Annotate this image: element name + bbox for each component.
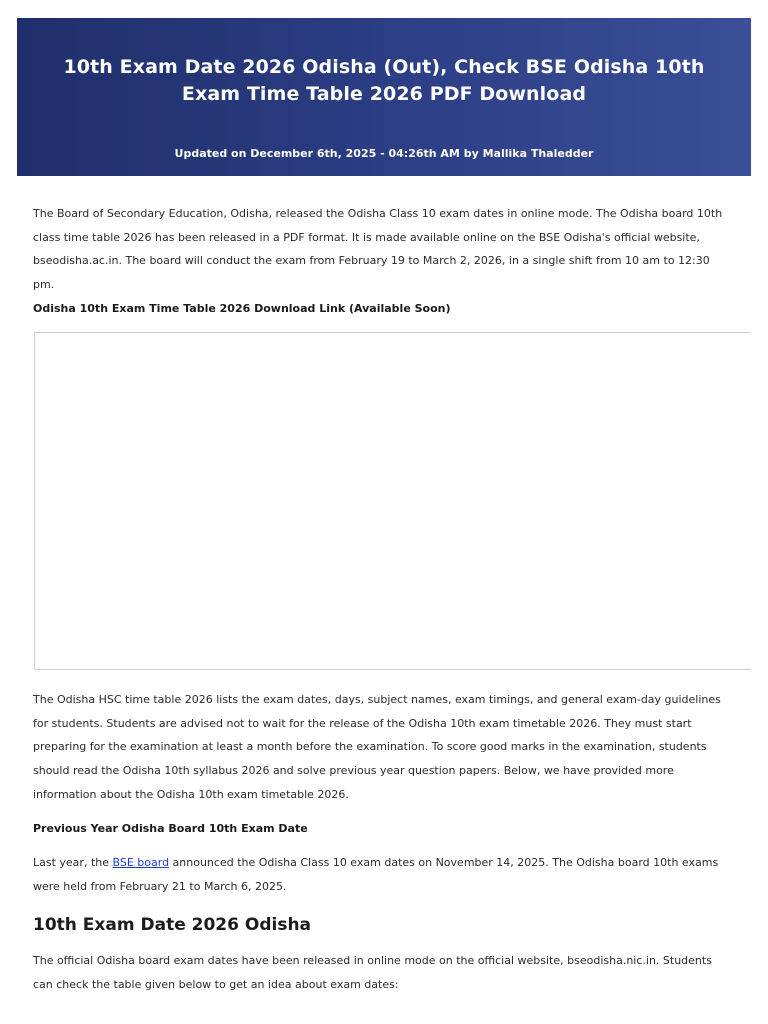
intro-paragraph: The Board of Secondary Education, Odisha, released the Odisha Class 10 exam dates in online mode. The Odisha board 10th class time table 2026 has been released in a PDF format. It is made available online on the BSE Odisha's official website, bseodisha.ac.in. The board will conduct the exam from February 19 to March 2, 2026, in a single shift from 10 am to 12:30 pm. (33, 207, 723, 292)
exam-date-body (33, 949, 733, 996)
download-section (33, 301, 733, 317)
embedded-pdf-frame[interactable] (34, 332, 751, 670)
bse-board-link[interactable]: BSE board (112, 856, 170, 869)
section-heading: 10th Exam Date 2026 Odisha (33, 915, 312, 935)
article-header (17, 18, 751, 176)
exam-date-section (33, 914, 733, 936)
hsc-paragraph: The Odisha HSC time table 2026 lists the exam dates, days, subject names, exam timings, and general exam-day guidelines for students. Students are advised not to wait for the release of the Odisha 10th exam timetable 2026. They must start preparing for the examination at least a month before the examination. To score good marks in the examination, students should read the Odisha 10th syllabus 2026 and solve previous year question papers. Below, we have provided more information about the Odisha 10th exam timetable 2026. (33, 693, 721, 801)
intro-section (33, 202, 733, 297)
page-title: 10th Exam Date 2026 Odisha (Out), Check BSE Odisha 10th Exam Time Table 2026 PDF Download (63, 56, 705, 105)
download-link-heading: Odisha 10th Exam Time Table 2026 Download Link (Available Soon) (33, 302, 451, 315)
prev-year-paragraph (33, 851, 733, 898)
prev-year-text-before: Last year, the (33, 856, 113, 869)
prev-year-section (33, 821, 733, 837)
prev-year-body (33, 851, 733, 898)
prev-year-heading: Previous Year Odisha Board 10th Exam Date (33, 822, 308, 835)
prev-year-text-after: announced the Odisha Class 10 exam dates on November 14, 2025. The Odisha board 10th exams were held from February 21 to March 6, 2025. (33, 856, 719, 893)
hsc-section (33, 688, 733, 807)
section-paragraph: The official Odisha board exam dates have been released in online mode on the official website, bseodisha.nic.in. Students can check the table given below to get an idea about exam dates: (33, 954, 712, 991)
updated-byline: Updated on December 6th, 2025 - 04:26th AM by Mallika Thaledder (174, 147, 594, 160)
